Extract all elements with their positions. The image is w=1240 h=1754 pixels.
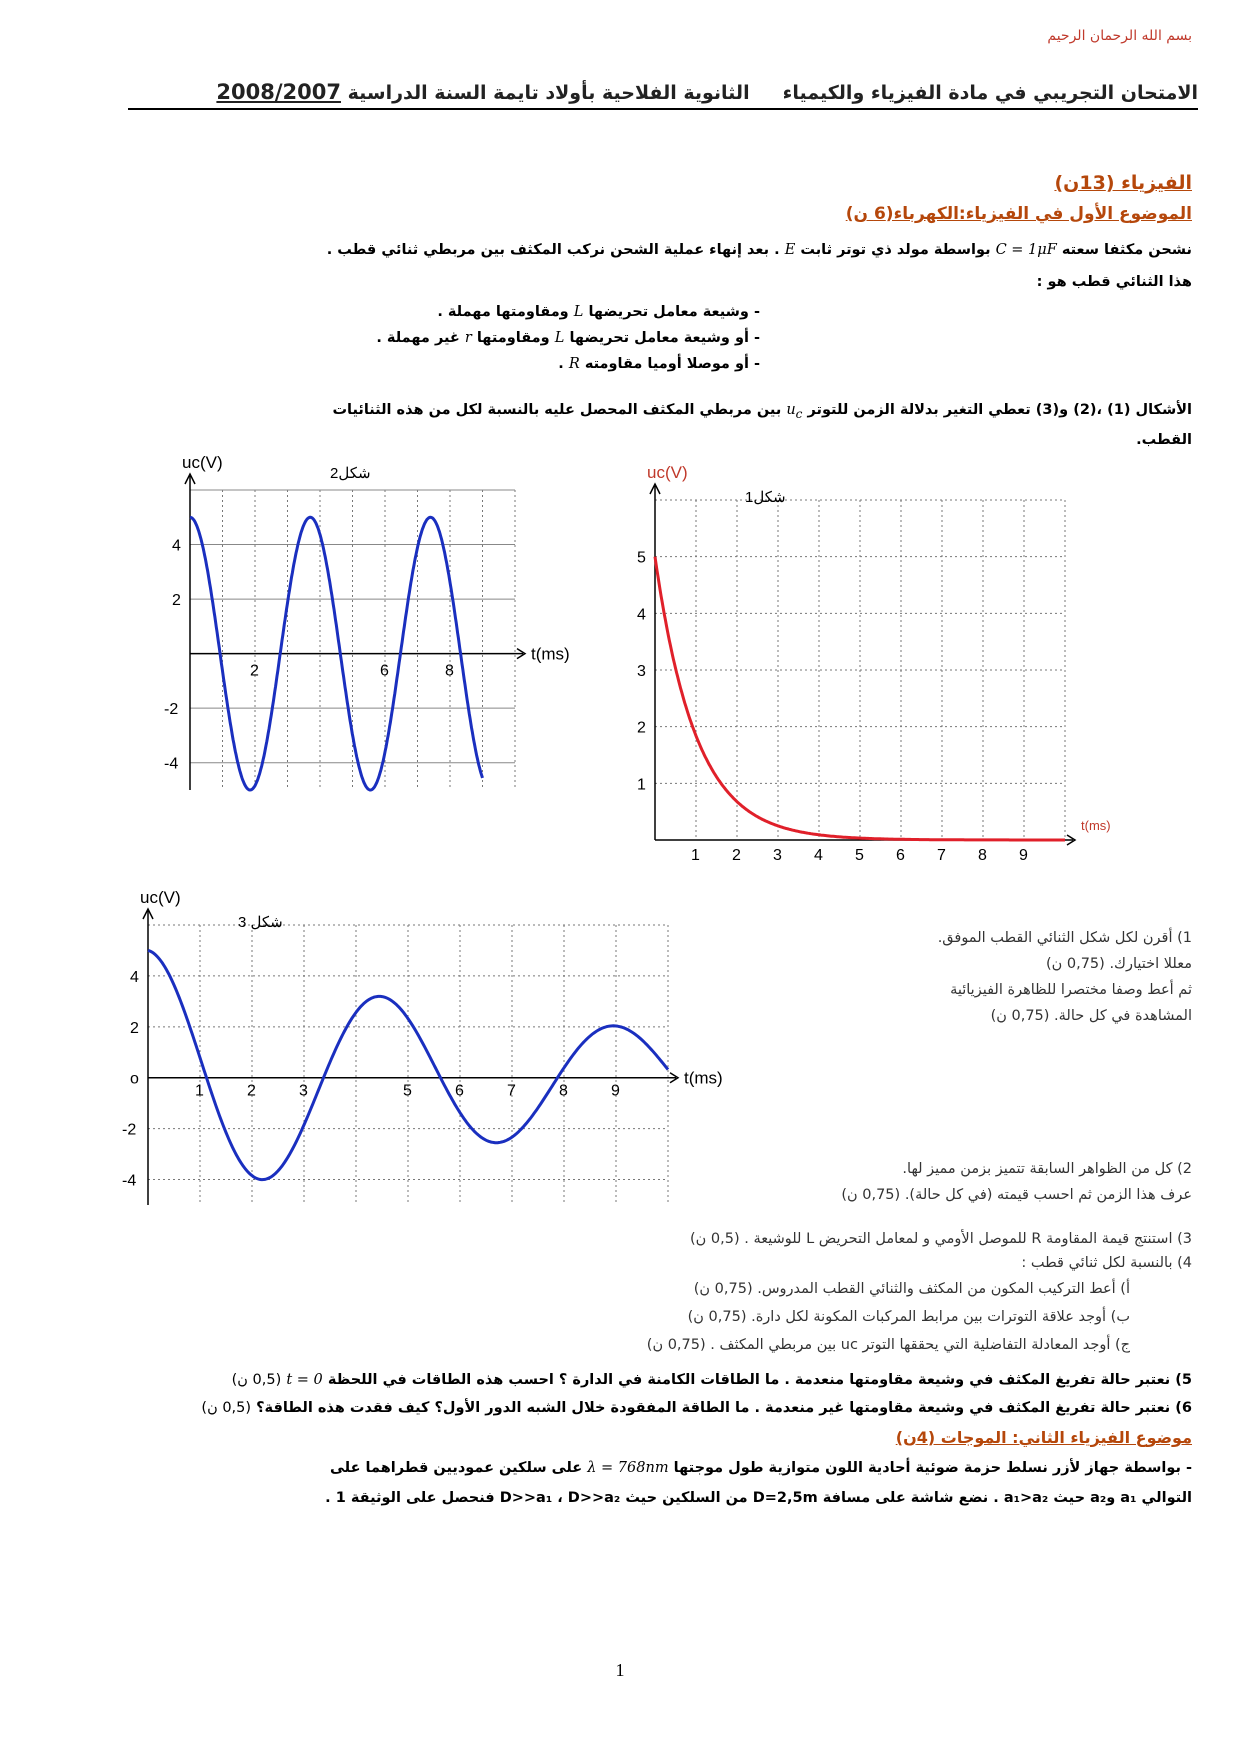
x-tick-label: 2 xyxy=(250,662,259,680)
chart-fig1 xyxy=(637,463,1195,880)
x-tick-label: 5 xyxy=(403,1082,412,1100)
waves-line1-a: - بواسطة جهاز لأزر نسلط حزمة ضوئية أحادية اللون متوازية طول موجتها xyxy=(673,1460,1192,1476)
q1a: 1) أقرن لكل شكل الثنائي القطب الموفق. xyxy=(937,930,1192,946)
topic1-title: الموضوع الأول في الفيزياء:الكهرباء(6 ن) xyxy=(845,204,1192,224)
y-tick-label: 1 xyxy=(637,776,646,794)
opt1-b: ومقاومتها مهملة . xyxy=(437,304,569,320)
x-tick-label: 6 xyxy=(455,1082,464,1100)
q2a: 2) كل من الظواهر السابقة تتميز بزمن مميز لها. xyxy=(902,1161,1192,1177)
x-tick-label: 3 xyxy=(299,1082,308,1100)
intro-a: نشحن مكثفا سعته xyxy=(1061,242,1192,258)
opt2-L: L xyxy=(554,330,565,346)
opt2-b: ومقاومتها xyxy=(476,330,550,346)
opt3-R: R xyxy=(568,356,580,372)
x-tick-label: 7 xyxy=(937,847,946,864)
opt1-L: L xyxy=(573,304,584,320)
q5-points: (0,5 ن) xyxy=(231,1372,282,1388)
y-tick-label: 4 xyxy=(130,968,139,986)
x-tick-label: 8 xyxy=(559,1082,568,1100)
waves-title: موضوع الفيزياء الثاني: الموجات (4ن) xyxy=(895,1428,1192,1447)
option-1 xyxy=(437,300,760,324)
chart-fig3 xyxy=(122,885,828,1225)
exam-title: الامتحان التجريبي في مادة الفيزياء والكيمياء xyxy=(782,82,1198,104)
school-year: 2008/2007 xyxy=(216,80,341,104)
question-4a: أ) أعط التركيب المكون من المكثف والثنائي القطب المدروس. (0,75 ن) xyxy=(693,1281,1130,1297)
q1b: معللا اختيارك. (0,75 ن) xyxy=(1045,956,1192,972)
x-tick-label: 9 xyxy=(611,1082,620,1100)
bismillah: بسم الله الرحمان الرحيم xyxy=(1047,28,1192,44)
intro-c: . بعد إنهاء عملية الشحن نركب المكثف بين مربطي ثنائي قطب . xyxy=(326,242,780,258)
y-tick-label: -4 xyxy=(122,1172,137,1190)
opt3-a: - أو موصلا أوميا مقاومته xyxy=(584,356,760,372)
figures-intro-2: القطب. xyxy=(1136,432,1192,448)
opt2-a: - أو وشيعة معامل تحريضها xyxy=(569,330,760,346)
q5-text: 5) نعتبر حالة تفريغ المكثف في وشيعة مقاومتها منعدمة . ما الطاقات الكامنة في الدارة ؟ احسب هذه الطاقات في اللحظة xyxy=(327,1372,1192,1388)
q1d: المشاهدة في كل حالة. (0,75 ن) xyxy=(990,1008,1192,1024)
q1c: ثم أعط وصفا مختصرا للظاهرة الفيزيائية xyxy=(950,982,1192,998)
question-4: 4) بالنسبة لكل ثنائي قطب : xyxy=(1021,1255,1192,1271)
x-tick-label: 3 xyxy=(773,847,782,864)
opt2-r: r xyxy=(464,330,472,346)
x-tick-label: 8 xyxy=(445,662,454,680)
figures-intro xyxy=(52,398,1192,426)
x-tick-label: 2 xyxy=(732,847,741,864)
y-tick-label: -2 xyxy=(122,1121,137,1139)
chart-title: شكل 3 xyxy=(238,914,283,931)
question-1 xyxy=(832,925,1192,1029)
x-tick-label: 6 xyxy=(380,662,389,680)
y-tick-label: -2 xyxy=(164,701,179,719)
figs-line1: الأشكال (1) ،(2) و(3) تعطي التغير بدلالة الزمن للتوتر xyxy=(807,402,1192,418)
option-2 xyxy=(376,326,760,350)
x-tick-label: 4 xyxy=(814,847,823,864)
y-axis-label: uc(V) xyxy=(647,463,688,482)
y-axis-label: uc(V) xyxy=(182,453,223,472)
school-name: الثانوية الفلاحية بأولاد تايمة السنة الدراسية xyxy=(347,82,750,104)
y-tick-label: -4 xyxy=(164,755,179,773)
y-tick-label: o xyxy=(130,1070,139,1088)
chart-title: شكل2 xyxy=(330,465,371,482)
y-tick-label: 3 xyxy=(637,663,646,680)
question-4b: ب) أوجد علاقة التوترات بين مرابط المركبات المكونة لكل دارة. (0,75 ن) xyxy=(687,1309,1130,1325)
dipole-is: هذا الثنائي قطب هو : xyxy=(1036,274,1192,290)
x-tick-label: 9 xyxy=(1019,847,1028,864)
question-6 xyxy=(42,1396,1192,1420)
opt2-c: غير مهملة . xyxy=(376,330,460,346)
option-3 xyxy=(558,352,760,376)
opt3-b: . xyxy=(558,356,564,372)
question-3: 3) استنتج قيمة المقاومة R للموصل الأومي و لمعامل التحريض L للوشيعة . (0,5 ن) xyxy=(690,1231,1192,1247)
y-tick-label: 4 xyxy=(172,537,181,555)
data-curve xyxy=(655,557,1065,840)
x-tick-label: 1 xyxy=(195,1082,204,1100)
waves-line1 xyxy=(42,1456,1192,1480)
question-2 xyxy=(732,1156,1192,1208)
waves-line1-b: على سلكين عموديين قطراهما على xyxy=(330,1460,583,1476)
intro-b: بواسطة مولد ذي توتر ثابت xyxy=(800,242,991,258)
waves-line2: التوالي a₁ وa₂ حيث a₁>a₂ . نضع شاشة على مسافة D=2,5m من السلكين حيث D>>a₁ ، D>>a₂ فنحصل على الوثيقة 1 . xyxy=(325,1490,1192,1506)
chart-fig2 xyxy=(164,453,650,870)
x-tick-label: 6 xyxy=(896,847,905,864)
figs-line1b: بين مربطي المكثف المحصل عليه بالنسبة لكل من هذه الثنائيات xyxy=(332,402,782,418)
intro-line xyxy=(42,238,1192,262)
x-axis-label: t(ms) xyxy=(531,644,570,664)
physics-title: الفيزياء (13ن) xyxy=(1054,172,1192,194)
emf-symbol: E xyxy=(784,242,796,258)
y-tick-label: 2 xyxy=(130,1019,139,1037)
uc-subscript: c xyxy=(795,406,803,421)
uc-symbol: u xyxy=(786,402,796,418)
opt1-a: - وشيعة معامل تحريضها xyxy=(588,304,760,320)
x-tick-label: 8 xyxy=(978,847,987,864)
exam-header xyxy=(128,80,1198,110)
question-4c: ج) أوجد المعادلة التفاضلية التي يحققها التوتر uc بين مربطي المكثف . (0,75 ن) xyxy=(646,1337,1130,1353)
y-tick-label: 2 xyxy=(172,592,181,610)
q6-text: 6) نعتبر حالة تفريغ المكثف في وشيعة مقاومتها غير منعدمة . ما الطاقة المفقودة خلال الشبه الدور الأول؟ كيف فقدت هذه الطاقة؟ xyxy=(256,1400,1192,1416)
x-axis-label: t(ms) xyxy=(1081,818,1111,833)
y-tick-label: 2 xyxy=(637,719,646,737)
y-tick-label: 5 xyxy=(637,549,646,567)
y-axis-label: uc(V) xyxy=(140,888,181,907)
x-axis-label: t(ms) xyxy=(684,1068,723,1088)
chart-title: شكل1 xyxy=(745,489,786,506)
q6-points: (0,5 ن) xyxy=(201,1400,252,1416)
question-5 xyxy=(42,1368,1192,1392)
page-number: 1 xyxy=(615,1660,625,1680)
y-tick-label: 4 xyxy=(637,606,646,624)
x-tick-label: 7 xyxy=(507,1082,516,1100)
wavelength: λ = 768nm xyxy=(587,1460,669,1476)
capacitance: C = 1μF xyxy=(995,242,1057,258)
q5-time: t = 0 xyxy=(286,1372,323,1388)
x-tick-label: 1 xyxy=(691,847,700,864)
x-tick-label: 5 xyxy=(855,847,864,864)
q2b: عرف هذا الزمن ثم احسب قيمته (في كل حالة). (0,75 ن) xyxy=(841,1187,1192,1203)
x-tick-label: 2 xyxy=(247,1082,256,1100)
